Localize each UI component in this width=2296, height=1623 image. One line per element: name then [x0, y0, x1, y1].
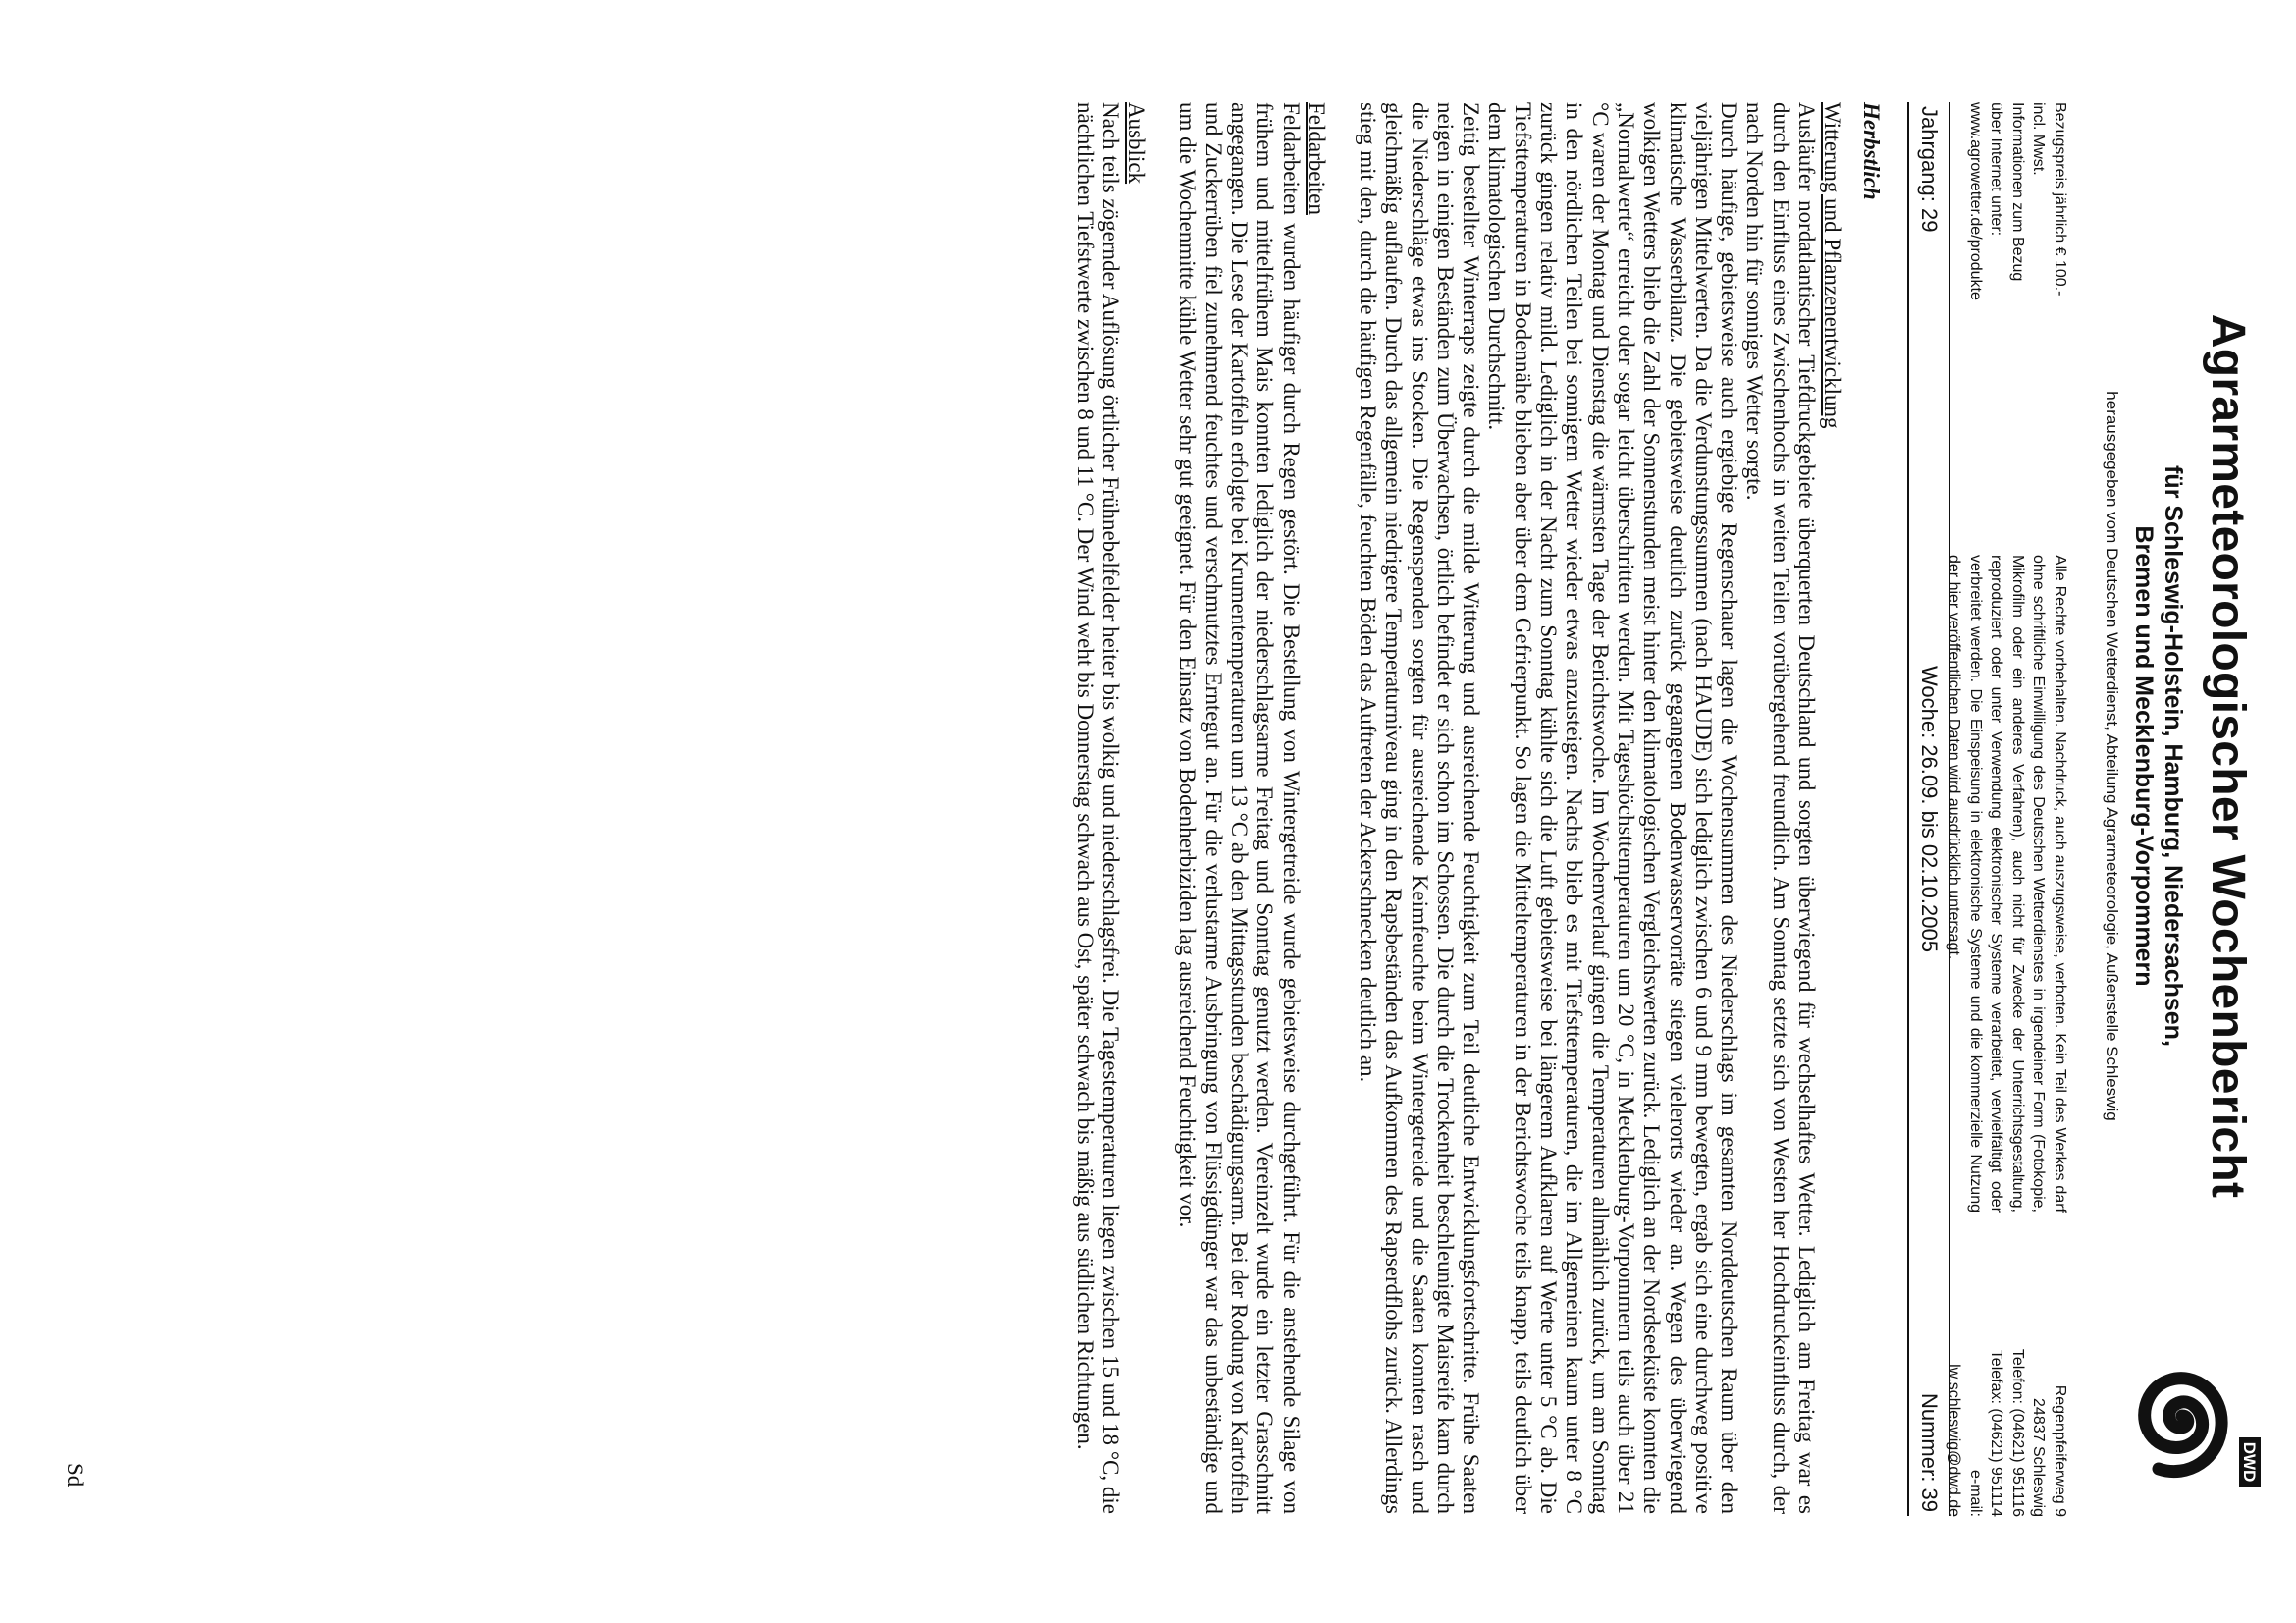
paragraph: Feldarbeiten wurden häufiger durch Regen gestört. Die Bestellung von Wintergetreide wurde gebietsweise durchgeführt. Für die anstehende Silage von frühem und mittelfrühem Mais konnten lediglich der niederschlagsarme Freitag und Sonntag genutzt werden. Vereinzelt wurde ein letzter Grasschnitt angegangen. Die Lese der Kartoffeln erfolgte bei Krumentemperaturen um 13 °C ab den Mittagsstunden beschädigungsarm. Bei der Rodung von Kartoffeln und Zuckerrüben fiel zunehmend feuchtes und verschmutztes Erntegut an. Für die verlustarme Ausbringung von Flüssigdünger war das unbeständige und um die Wochenmitte kühle Wetter sehr gut geeignet. Für den Einsatz von Bodenherbiziden lag ausreichend Feuchtigkeit vor. — [1175, 102, 1304, 1514]
section-title: Witterung und Pflanzenentwicklung — [1820, 102, 1844, 429]
section-title: Feldarbeiten — [1304, 102, 1329, 215]
section-weather — [1355, 102, 1844, 1514]
contact-email-link[interactable]: lw.schleswig@dwd.de — [1946, 1364, 1963, 1517]
subscription-line: über Internet unter: — [1988, 102, 2005, 237]
subscription-line: Informationen zum Bezug — [2009, 102, 2026, 282]
dwd-logo — [2109, 1335, 2267, 1492]
report-subtitle — [2129, 147, 2188, 1365]
publisher-line: herausgegeben vom Deutschen Wetterdienst, Abteilung Agrarmeteorologie, Außenstelle Schleswig — [2103, 391, 2121, 1121]
report-headline: Herbstlich — [1859, 102, 1884, 200]
issue-week: Woche: 26.09. bis 02.10.2005 — [1917, 666, 1942, 952]
report-title: Agrarmeteorologischer Wochenbericht — [2202, 313, 2254, 1199]
paragraph: Zeitig bestellter Winterraps zeigte durch die milde Witterung und ausreichende Feuchtigkeit zum Teil deutliche Entwicklungsfortschritte. Frühe Saaten neigen in einigen Beständen zum Überwachsen, örtlich befindet er sich schon im Schossen. Die durch die Trockenheit beschleunigte Maisreife kam durch die Niederschläge etwas ins Stocken. Die Regenspenden sorgten für ausreichende Keimfeuchte beim Wintergetreide und die Saaten konnten rasch und gleichmäßig auflaufen. Durch das allgemein niedrigere Temperaturniveau ging in den Rapsbeständen das Aufkommen des Rapserdflohs zurück. Allerdings stieg mit den, durch die häufigen Regenfälle, feuchten Böden das Auftreten der Ackerschnecken deutlich an. — [1355, 102, 1484, 1514]
subtitle-line-1: für Schleswig-Holstein, Hamburg, Niedersachsen, — [2160, 465, 2187, 1047]
paragraph: Ausläufer nordatlantischer Tiefdruckgebiete überquerten Deutschland und sorgten überwiegend für wechselhaftes Wetter. Lediglich am Freitag war es durch den Einfluss eines Zwischenhochs in weiten Teilen vorübergehend freundlich. Am Sonntag setzte sich von Westen her Hochdruckeinfluss durch, der nach Norden hin für sonniges Wetter sorgte. — [1742, 102, 1819, 1514]
subscription-info — [1965, 102, 2071, 514]
section-title: Ausblick — [1124, 102, 1149, 185]
section-outlook — [1072, 102, 1149, 1514]
subscription-line: Bezugspreis jährlich € 100.- — [2052, 102, 2068, 297]
contact-email-label: e-mail: — [1967, 1469, 1984, 1517]
copyright-notice: Alle Rechte vorbehalten. Nachdruck, auch auszugsweise, verboten. Kein Teil des Werkes darf ohne schriftliche Einwilligung des Deutschen Wetterdienstes in irgendeiner Form (Fotokopie, Mikrofilm oder ein anderes Verfahren), auch nicht für Zwecke der Unterrichtsgestaltung, reproduziert oder unter Verwendung elektronischer Systeme verarbeitet, vervielfältigt oder verbreitet werden. Die Einspeisung in elektronische Systeme und die kommerzielle Nutzung der hier veröffentlichen Daten wird ausdrücklich untersagt. — [1946, 555, 2068, 1213]
author-signature: Sd — [63, 1463, 87, 1488]
paragraph: Nach teils zögernder Auflösung örtlicher Frühnebelfelder heiter bis wolkig und niederschlagsfrei. Die Tagestemperaturen liegen zwischen 15 und 18 °C, die nächtlichen Tiefstwerte zwischen 8 und 11 °C. Der Wind weht bis Donnerstag schwach aus Ost, später schwach bis mäßig aus südlichen Richtungen. — [1072, 102, 1124, 1514]
subscription-line: incl. Mwst. — [2030, 102, 2048, 176]
issue-number: Nummer: 39 — [1917, 1392, 1942, 1512]
spiral-icon — [2145, 1379, 2221, 1472]
contact-info — [1944, 1232, 2070, 1517]
paragraph: Durch häufige, gebietsweise auch ergiebige Regenschauer lagen die Wochensummen des Niederschlags im gesamten Norddeutschen Raum über den vieljährigen Mittelwerten. Da die Verdunstungssummen (nach HAUDE) sich lediglich zwischen 6 und 9 mm bewegten, ergab sich eine durchweg positive klimatische Wasserbilanz. Die gebietsweise deutlich zurück gegangenen Bodenwasservorräte stiegen vielerorts wieder an. Wegen des überwiegend wolkigen Wetters blieb die Zahl der Sonnenstunden meist hinter den klimatologischen Vergleichswerten zurück. Lediglich an der Nordseeküste konnten die „Normalwerte“ erreicht oder sogar leicht überschritten werden. Mit Tageshöchsttemperaturen um 20 °C, in Mecklenburg-Vorpommern teils auch über 21 °C waren der Montag und Dienstag die wärmsten Tage der Berichtswoche. Im Wochenverlauf gingen die Temperaturen allmählich zurück, um am Sonntag in den nördlichen Teilen bei sonnigem Wetter wieder etwas anzusteigen. Nachts blieb es mit Tiefsttemperaturen, die im Allgemeinen kaum unter 8 °C zurück gingen relativ mild. Lediglich in der Nacht zum Sonntag kühlte sich die Luft gebietsweise bei längerem Aufklaren auf Werte unter 5 °C ab. Die Tiefsttemperaturen in Bodennähe blieben aber über dem Gefrierpunkt. So lagen die Mitteltemperaturen in der Berichtswoche teils knapp, teils deutlich über dem klimatologischen Durchschnitt. — [1484, 102, 1742, 1514]
issue-volume: Jahrgang: 29 — [1917, 106, 1942, 233]
contact-street: Regenpfeiferweg 9 — [2052, 1384, 2068, 1517]
subtitle-line-2: Bremen und Mecklenburg-Vorpommern — [2130, 525, 2158, 987]
website-link[interactable]: www.agrowetter.de/produkte — [1967, 102, 1984, 300]
contact-phone: Telefon: (04621) 951116 — [2009, 1348, 2026, 1517]
section-fieldwork — [1174, 102, 1328, 1514]
contact-fax: Telefax: (04621) 951114 — [1988, 1349, 2005, 1517]
logo-text: DWD — [2240, 1441, 2259, 1483]
issue-meta-bar — [1907, 102, 1950, 1516]
contact-city: 24837 Schleswig — [2030, 1398, 2048, 1517]
report-body — [1046, 102, 1844, 1514]
